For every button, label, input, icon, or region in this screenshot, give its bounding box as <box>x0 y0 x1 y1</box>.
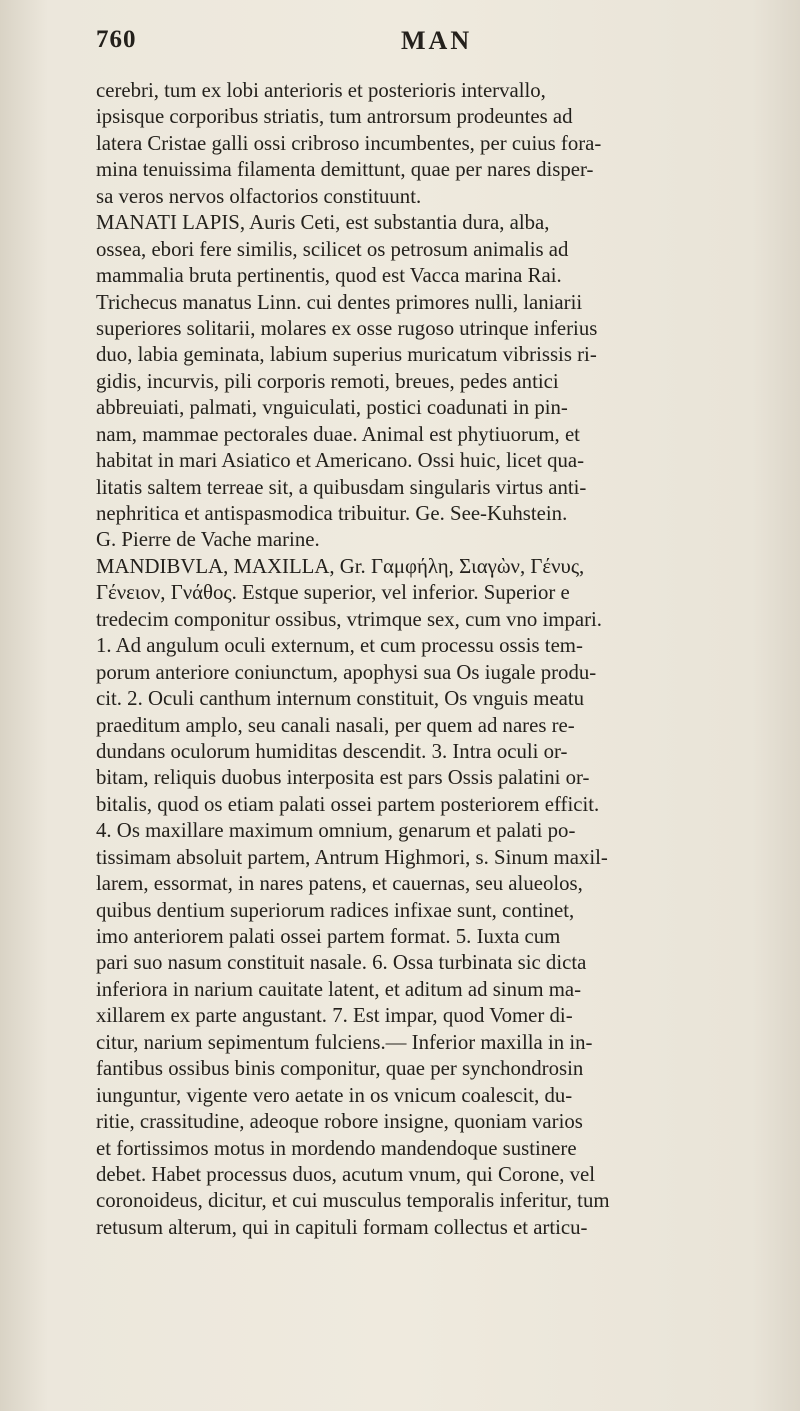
text-line: coronoideus, dicitur, et cui musculus temporalis inferitur, tum <box>96 1189 610 1213</box>
text-line: mina tenuissima filamenta demittunt, quae per nares disper- <box>96 158 594 182</box>
text-line: tissimam absoluit partem, Antrum Highmori, s. Sinum maxil- <box>96 845 608 869</box>
text-line: Γένειον, Γνάθος. Estque superior, vel inferior. Superior e <box>96 581 570 605</box>
text-line: ipsisque corporibus striatis, tum antrorsum prodeuntes ad <box>96 105 573 129</box>
text-line: bitalis, quod os etiam palati ossei partem posteriorem efficit. <box>96 792 600 816</box>
page-header <box>96 20 696 64</box>
text-line: gidis, incurvis, pili corporis remoti, breues, pedes antici <box>96 369 559 393</box>
text-line: MANDIBVLA, MAXILLA, Gr. Γαμφήλη, Σιαγὼν, Γένυς, <box>96 554 585 578</box>
text-line: abbreuiati, palmati, vnguiculati, postici coadunati in pin- <box>96 396 568 420</box>
text-line: fantibus ossibus binis componitur, quae per synchondrosin <box>96 1057 584 1081</box>
text-line: tredecim componitur ossibus, vtrimque sex, cum vno impari. <box>96 607 602 631</box>
text-line: pari suo nasum constituit nasale. 6. Ossa turbinata sic dicta <box>96 951 587 975</box>
text-line: bitam, reliquis duobus interposita est pars Ossis palatini or- <box>96 766 590 790</box>
text-line: iunguntur, vigente vero aetate in os vnicum coalescit, du- <box>96 1083 573 1107</box>
text-line: mammalia bruta pertinentis, quod est Vacca marina Rai. <box>96 264 562 288</box>
text-line: cit. 2. Oculi canthum internum constituit, Os vnguis meatu <box>96 687 585 711</box>
text-line: 1. Ad angulum oculi externum, et cum processu ossis tem- <box>96 634 583 658</box>
text-line: dundans oculorum humiditas descendit. 3. Intra oculi or- <box>96 739 568 763</box>
page-number: 760 <box>96 26 137 53</box>
text-line: sa veros nervos olfactorios constituunt. <box>96 184 422 208</box>
text-line: porum anteriore coniunctum, apophysi sua Os iugale produ- <box>96 660 597 684</box>
text-line: citur, narium sepimentum fulciens.— Inferior maxilla in in- <box>96 1030 593 1054</box>
text-line: litatis saltem terreae sit, a quibusdam singularis virtus anti- <box>96 475 587 499</box>
text-line: praeditum amplo, seu canali nasali, per quem ad nares re- <box>96 713 575 737</box>
text-line: nam, mammae pectorales duae. Animal est phytiuorum, et <box>96 422 580 446</box>
text-line: 4. Os maxillare maximum omnium, genarum et palati po- <box>96 819 576 843</box>
text-line: et fortissimos motus in mordendo mandendoque sustinere <box>96 1136 577 1160</box>
text-line: superiores solitarii, molares ex osse rugoso utrinque inferius <box>96 316 598 340</box>
text-line: MANATI LAPIS, Auris Ceti, est substantia dura, alba, <box>96 211 550 235</box>
text-line: quibus dentium superiorum radices infixae sunt, continet, <box>96 898 575 922</box>
text-line: cerebri, tum ex lobi anterioris et posterioris intervallo, <box>96 79 546 102</box>
text-line: G. Pierre de Vache marine. <box>96 528 320 552</box>
body-text <box>96 78 696 1241</box>
text-line: larem, essormat, in nares patens, et cauernas, seu alueolos, <box>96 872 583 896</box>
text-line: duo, labia geminata, labium superius muricatum vibrissis ri- <box>96 343 597 367</box>
text-line: ritie, crassitudine, adeoque robore insigne, quoniam varios <box>96 1110 583 1134</box>
text-line: xillarem ex parte angustant. 7. Est impar, quod Vomer di- <box>96 1004 573 1028</box>
text-line: habitat in mari Asiatico et Americano. Ossi huic, licet qua- <box>96 449 585 473</box>
running-head: MAN <box>401 26 473 55</box>
text-line: nephritica et antispasmodica tribuitur. Ge. See-Kuhstein. <box>96 502 568 525</box>
text-line: debet. Habet processus duos, acutum vnum, qui Corone, vel <box>96 1162 596 1186</box>
text-line: latera Cristae galli ossi cribroso incumbentes, per cuius fora- <box>96 131 602 155</box>
text-line: Trichecus manatus Linn. cui dentes primores nulli, laniarii <box>96 290 583 314</box>
text-line: retusum alterum, qui in capituli formam collectus et articu- <box>96 1215 588 1239</box>
text-line: ossea, ebori fere similis, scilicet os petrosum animalis ad <box>96 237 569 261</box>
text-line: inferiora in narium cauitate latent, et aditum ad sinum ma- <box>96 977 582 1001</box>
text-line: imo anteriorem palati ossei partem format. 5. Iuxta cum <box>96 925 561 948</box>
